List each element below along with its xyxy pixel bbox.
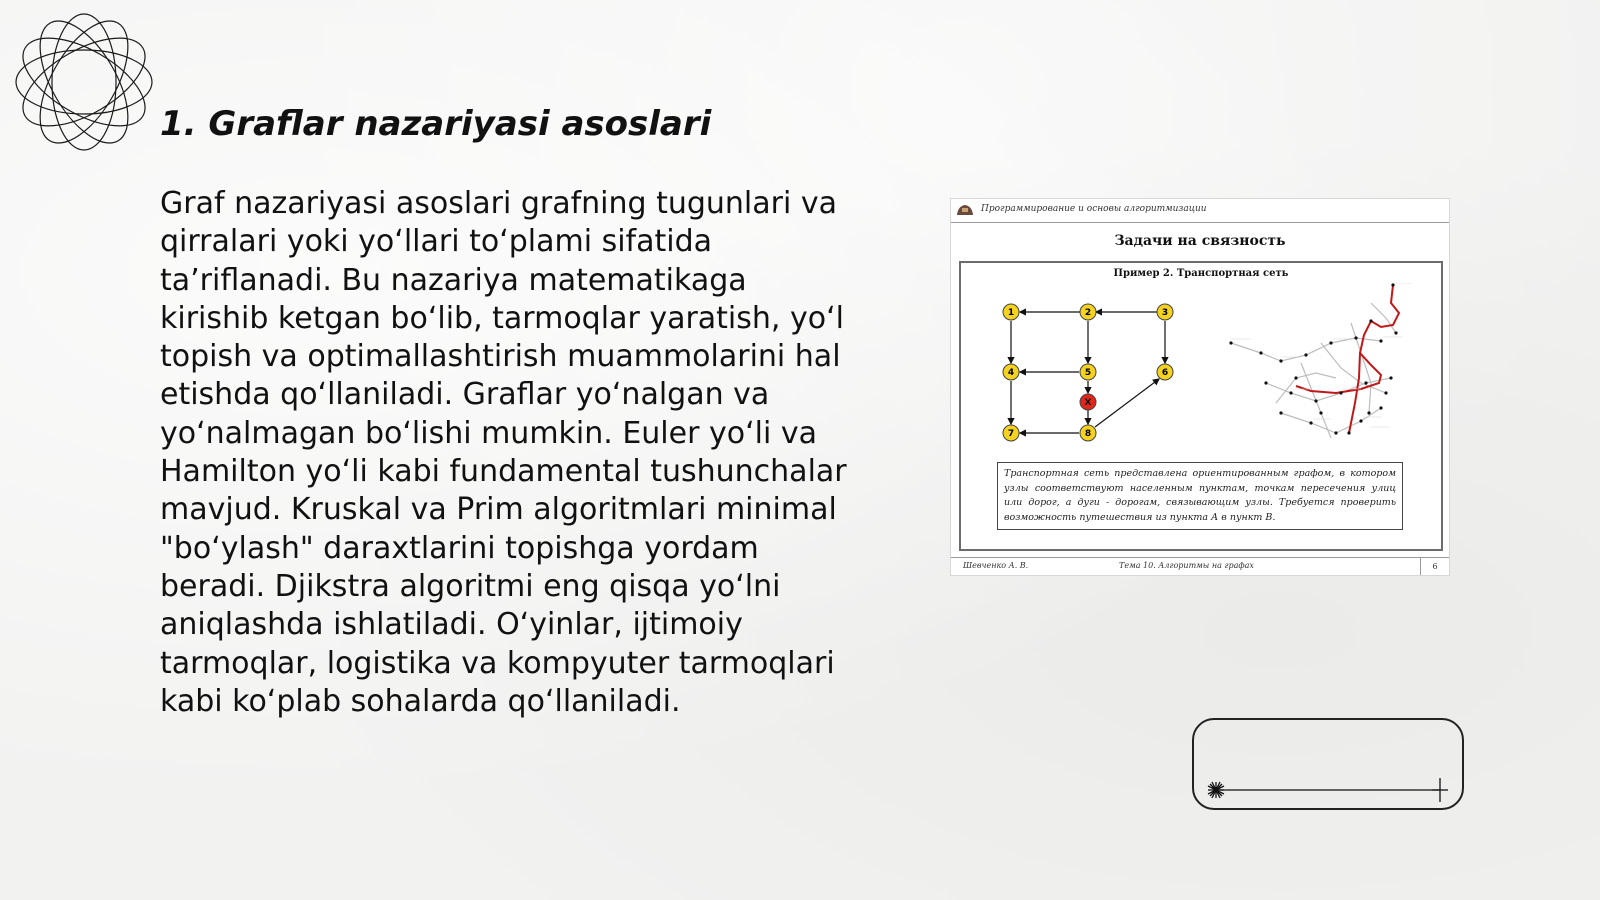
graph-node (1157, 364, 1173, 380)
svg-text:2: 2 (1084, 308, 1092, 318)
svg-text:1: 1 (1007, 308, 1015, 318)
svg-text:4: 4 (1007, 368, 1015, 378)
embedded-slide-footer (951, 557, 1449, 575)
embedded-slide-image (950, 198, 1450, 576)
graph-node (1157, 304, 1173, 320)
course-logo-icon (956, 204, 974, 216)
example-subtitle: Пример 2. Транспортная сеть (1113, 268, 1289, 279)
page-number: 6 (1420, 558, 1449, 575)
embedded-slide-title: Задачи на связность (1114, 233, 1286, 249)
svg-text:6: 6 (1161, 368, 1169, 378)
graph-node (1080, 364, 1096, 380)
decorative-rounded-box (1192, 718, 1464, 810)
graph-node (1003, 304, 1019, 320)
directed-graph-diagram (991, 293, 1191, 453)
embedded-slide-header (951, 199, 1449, 223)
graph-node (1080, 425, 1096, 441)
decorative-orb-icon (10, 8, 158, 156)
author-name: Шевченко А. В. (963, 561, 1029, 570)
route-red-main (1349, 285, 1399, 433)
svg-text:5: 5 (1084, 368, 1092, 378)
slide-title: 1. Graflar nazariyasi asoslari (160, 104, 712, 144)
graph-node (1003, 425, 1019, 441)
svg-text:X: X (1084, 398, 1092, 408)
topic-name: Тема 10. Алгоритмы на графах (1119, 561, 1254, 570)
graph-node (1080, 304, 1096, 320)
blocked-node (1080, 394, 1096, 410)
example-frame (959, 261, 1443, 551)
graph-node (1003, 364, 1019, 380)
road-network-map (1221, 283, 1421, 453)
starburst-line-icon (1194, 720, 1466, 812)
slide-body-text: Graf nazariyasi asoslari grafning tugunlari va qirralari yoki yo‘llari to‘plami sifatida ta’riflanadi. Bu nazariya matematikaga kirishib ketgan bo‘lib, tarmoqlar yaratish, yo‘l topish va optimallashtirish muammolarini hal etishda qo‘llaniladi. Graflar yo‘nalgan va yo‘nalmagan bo‘lishi mumkin. Euler yo‘li va Hamilton yo‘li kabi fundamental tushunchalar mavjud. Kruskal va Prim algoritmlari minimal "bo‘ylash" daraxtlarini topishga yordam beradi. Djikstra algoritmi eng qisqa yo‘lni aniqlashda ishlatiladi. O‘yinlar, ijtimoiy tarmoqlar, logistika va kompyuter tarmoqlari kabi ko‘plab sohalarda qo‘llaniladi. (160, 186, 847, 719)
svg-text:3: 3 (1161, 308, 1169, 318)
example-description: Транспортная сеть представлена ориентированным графом, в котором узлы соответствуют населенным пунктам, точкам пересечения улиц или дорог, а дуги - дорогам, связывающим узлы. Требуется проверить возможность путешествия из пункта А в пункт В. (997, 462, 1403, 530)
course-name: Программирование и основы алгоритмизации (981, 204, 1207, 214)
svg-text:8: 8 (1084, 429, 1092, 439)
svg-text:7: 7 (1007, 429, 1015, 439)
edge-8-6 (1095, 379, 1159, 427)
